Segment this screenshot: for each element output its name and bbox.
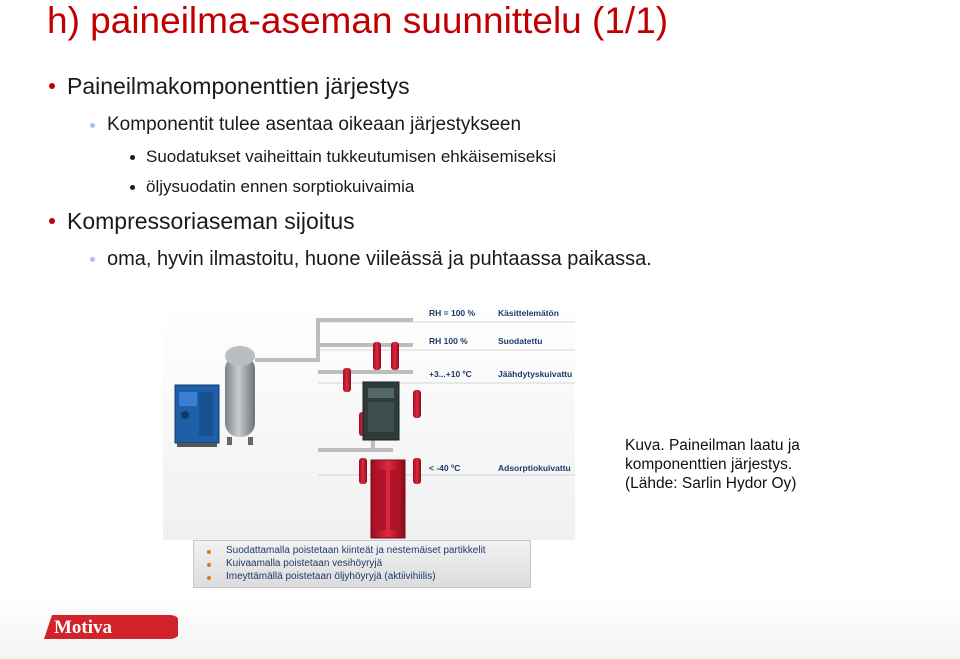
bullet-component-order [67,73,410,100]
row3-desc: Jäähdytyskuivattu [498,369,573,379]
slide-title: h) paineilma-aseman suunnittelu (1/1) [47,0,669,41]
note-bullet [207,563,211,567]
bullet-dot [130,155,135,160]
svg-text:Motiva: Motiva [54,617,113,638]
air-receiver-tank-icon [225,346,255,445]
bullet-text: Suodatukset vaiheittain tukkeutumisen ehkäisemiseksi [146,147,557,166]
air-quality-diagram [163,300,575,540]
bullet-dot [90,123,95,128]
row2-desc: Suodatettu [498,336,543,346]
bullet-station-placement [67,208,355,235]
bullet-text: Komponentit tulee asentaa oikeaan järjestykseen [107,114,522,135]
bullet-dot [90,257,95,262]
note-adsorption: Imeyttämällä poistetaan öljyhöyryjä (aktiivihiilis) [226,571,436,582]
note-drying: Kuivaamalla poistetaan vesihöyryjä [226,558,383,569]
row1-desc: Käsittelemätön [498,308,559,318]
figure-caption [625,436,800,493]
caption-line: Kuva. Paineilman laatu ja [625,437,800,454]
bullet-oil-filter [146,177,414,197]
refrigeration-dryer-icon [363,382,399,440]
bullet-room [107,248,652,271]
bullet-filtering [146,147,556,167]
bullet-text: Kompressoriaseman sijoitus [67,208,355,234]
row2-value: RH 100 % [429,336,468,346]
note-bullet [207,576,211,580]
bullet-text: oma, hyvin ilmastoitu, huone viileässä ja puhtaassa paikassa. [107,248,652,270]
row4-desc: Adsorptiokuivattu [498,463,571,473]
bullet-dot [49,83,55,89]
bullet-dot [49,218,55,224]
row1-value: RH = 100 % [429,308,476,318]
note-bullet [207,550,211,554]
caption-line: komponenttien järjestys. [625,456,793,473]
bullet-text: öljysuodatin ennen sorptiokuivaimia [146,177,415,196]
caption-line: (Lähde: Sarlin Hydor Oy) [625,475,797,492]
row4-value: < -40 ºC [429,463,461,473]
bullet-dot [130,185,135,190]
bullet-install-order [107,114,521,136]
row3-value: +3...+10 ºC [429,369,472,379]
note-filtering: Suodattamalla poistetaan kiinteät ja nestemäiset partikkelit [226,545,486,556]
bullet-text: Paineilmakomponenttien järjestys [67,73,410,99]
diagram-notes-box [193,540,531,588]
motiva-logo [44,615,178,639]
compressor-icon [175,385,219,447]
